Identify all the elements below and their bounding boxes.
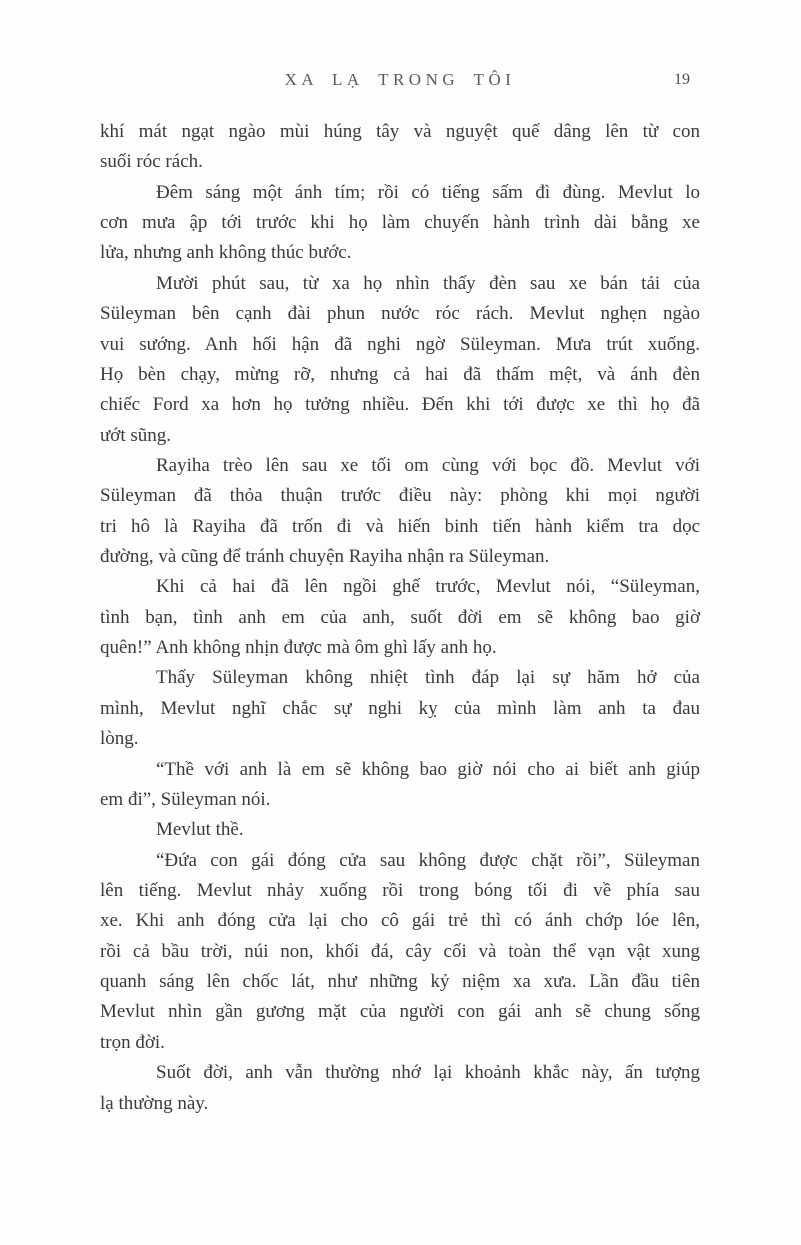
paragraph [100,846,700,1059]
text-line: em đi”, Süleyman nói. [100,788,271,810]
text-line: lạ thường này. [100,1092,209,1114]
text-line: chiếc Ford xa hơn họ tưởng nhiều. Đến khi tới được xe thì họ đã [100,394,700,416]
running-head-title: XA LẠ TRONG TÔI [284,70,516,89]
text-line: Đêm sáng một ánh tím; rồi có tiếng sấm đì đùng. Mevlut lo [156,181,700,203]
text-line: ướt sũng. [100,424,172,446]
text-line: Thấy Süleyman không nhiệt tình đáp lại sự hăm hở của [156,667,700,689]
text-line: Süleyman bên cạnh đài phun nước róc rách. Mevlut nghẹn ngào [100,303,700,325]
paragraph [100,572,700,663]
text-line: Họ bèn chạy, mừng rỡ, nhưng cả hai đã thấm mệt, và ánh đèn [100,363,700,385]
text-line: Mevlut thề. [156,819,244,841]
text-line: Mười phút sau, từ xa họ nhìn thấy đèn sau xe bán tải của [156,272,700,294]
text-line: quanh sáng lên chốc lát, như những kỷ niệm xa xưa. Lần đầu tiên [100,971,700,993]
page-number: 19 [674,71,690,88]
text-line: khí mát ngạt ngào mùi húng tây và nguyệt quế dâng lên từ con [100,121,700,142]
text-line: lửa, nhưng anh không thúc bước. [100,242,352,264]
text-line: Suốt đời, anh vẫn thường nhớ lại khoảnh khắc này, ấn tượng [156,1062,700,1084]
text-line: vui sướng. Anh hối hận đã nghi ngờ Süleyman. Mưa trút xuống. [100,333,700,355]
paragraph [100,1058,700,1119]
text-line: Khi cả hai đã lên ngồi ghế trước, Mevlut nói, “Süleyman, [156,576,700,598]
text-line: suối róc rách. [100,151,203,173]
text-line: đường, và cũng để tránh chuyện Rayiha nhận ra Süleyman. [100,546,550,568]
text-line: Rayiha trèo lên sau xe tối om cùng với bọc đồ. Mevlut với [156,454,700,476]
paragraph [100,663,700,754]
text-line: “Đứa con gái đóng cửa sau không được chặt rồi”, Süleyman [156,849,700,871]
text-line: Mevlut nhìn gần gương mặt của người con gái anh sẽ chung sống [100,1001,700,1023]
paragraph [100,117,700,178]
paragraph [100,178,700,269]
text-line: rồi cả bầu trời, núi non, khối đá, cây cối và toàn thể vạn vật xung [100,940,700,962]
paragraph [100,815,700,845]
text-line: lòng. [100,728,139,750]
text-line: mình, Mevlut nghĩ chắc sự nghi kỵ của mình làm anh ta đau [100,697,700,719]
paragraph [100,755,700,816]
text-line: cơn mưa ập tới trước khi họ làm chuyến hành trình dài bằng xe [100,212,700,234]
page-body [100,117,700,1119]
text-line: Süleyman đã thỏa thuận trước điều này: phòng khi mọi người [100,485,700,507]
text-line: trọn đời. [100,1031,165,1053]
paragraph [100,269,700,451]
text-line: “Thề với anh là em sẽ không bao giờ nói cho ai biết anh giúp [156,758,700,780]
text-line: quên!” Anh không nhịn được mà ôm ghì lấy anh họ. [100,637,497,659]
text-line: lên tiếng. Mevlut nhảy xuống rồi trong bóng tối đi về phía sau [100,879,700,901]
paragraph [100,451,700,572]
text-line: tri hô là Rayiha đã trốn đi và hiến binh tiến hành kiểm tra dọc [100,515,700,537]
text-line: tình bạn, tình anh em của anh, suốt đời em sẽ không bao giờ [100,606,700,628]
text-line: xe. Khi anh đóng cửa lại cho cô gái trẻ thì có ánh chớp lóe lên, [100,910,700,932]
